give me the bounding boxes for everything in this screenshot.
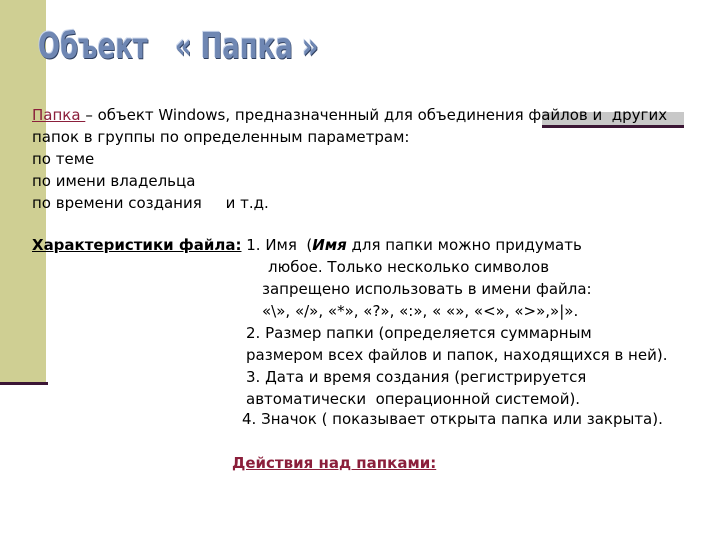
left-decor-line <box>0 382 48 385</box>
characteristics-line: автоматически операционной системой). <box>246 390 581 408</box>
slide-title: Объект « Папка » <box>38 26 319 67</box>
definition-line-1 <box>32 106 667 124</box>
characteristics-line: любое. Только несколько символов <box>268 258 550 276</box>
definition-text: – объект Windows, предназначенный для объединения файлов и других <box>85 106 668 124</box>
characteristics-line: размером всех файлов и папок, находящихся в ней). <box>246 346 668 364</box>
definition-item: по времени создания и т.д. <box>32 194 269 212</box>
definition-line-2: папок в группы по определенным параметрам: <box>32 128 410 146</box>
top-right-decor-line <box>542 125 684 128</box>
characteristics-line: запрещено использовать в имени файла: <box>262 280 592 298</box>
characteristics-heading: Характеристики файла: <box>32 236 242 254</box>
actions-heading: Действия над папками: <box>232 454 437 472</box>
characteristics-line: 4. Значок ( показывает открыта папка или закрыта). <box>242 410 663 428</box>
characteristics-line: «\», «/», «*», «?», «:», « «», «<», «>»,»|». <box>262 302 579 320</box>
characteristics-line: 3. Дата и время создания (регистрируется <box>246 368 587 386</box>
definition-term: Папка <box>32 106 86 124</box>
characteristics-line-1 <box>32 236 582 254</box>
item1-suffix: для папки можно придумать <box>346 236 582 254</box>
definition-item: по имени владельца <box>32 172 196 190</box>
item1-italic: Имя <box>312 236 347 254</box>
definition-item: по теме <box>32 150 95 168</box>
characteristics-line: 2. Размер папки (определяется суммарным <box>246 324 592 342</box>
item1-prefix: 1. Имя ( <box>241 236 313 254</box>
